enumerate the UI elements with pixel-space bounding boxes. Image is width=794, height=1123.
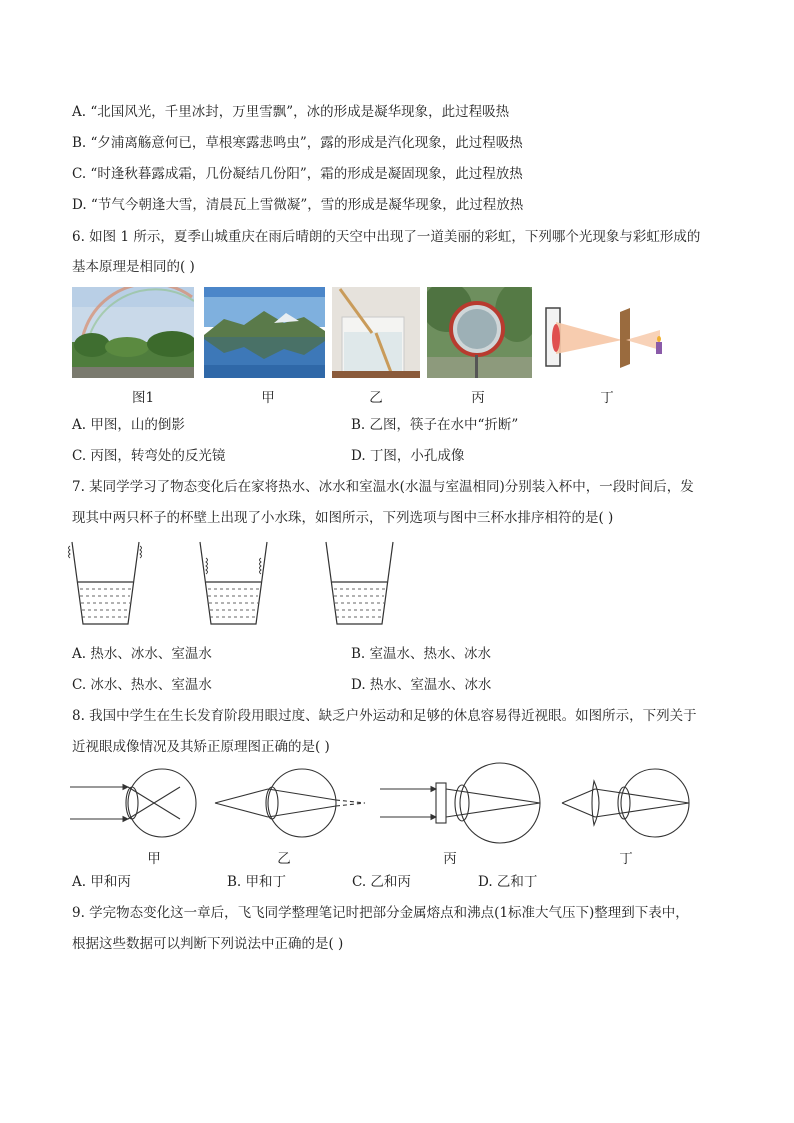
three-cups-diagram bbox=[70, 540, 410, 628]
q8-option-a: A. 甲和丙 bbox=[72, 874, 131, 890]
fig-jia-caption: 甲 bbox=[261, 390, 275, 406]
q7-stem-line1: 7. 某同学学习了物态变化后在家将热水、冰水和室温水(水温与室温相同)分别装入杯中，一段时间后，发 bbox=[72, 479, 694, 495]
q7-stem-line2: 现其中两只杯子的杯壁上出现了小水珠，如图所示，下列选项与图中三杯水排序相符的是( ) bbox=[72, 510, 614, 526]
q7-option-d: D. 热水、室温水、冰水 bbox=[351, 677, 492, 693]
lake-reflection-photo bbox=[204, 287, 325, 378]
chopstick-glass-photo bbox=[332, 287, 420, 378]
q6-stem-line2: 基本原理是相同的( ) bbox=[72, 259, 195, 275]
q7-option-a: A. 热水、冰水、室温水 bbox=[72, 646, 212, 662]
q9-stem-line1: 9. 学完物态变化这一章后，飞飞同学整理笔记时把部分金属熔点和沸点(1标准大气压下)整理到下表中， bbox=[72, 905, 689, 921]
fig-bing-caption: 丙 bbox=[471, 390, 485, 406]
q6-option-a: A. 甲图，山的倒影 bbox=[72, 417, 185, 433]
q8-caption-yi: 乙 bbox=[277, 851, 291, 867]
pinhole-diagram bbox=[542, 292, 668, 372]
rainbow-photo bbox=[72, 287, 194, 378]
q5-option-c: C. “时逢秋暮露成霜，几份凝结几份阳”，霜的形成是凝固现象，此过程放热 bbox=[72, 166, 523, 182]
fig1-caption: 图1 bbox=[131, 390, 155, 406]
q6-option-b: B. 乙图，筷子在水中“折断” bbox=[351, 417, 519, 433]
q6-option-c: C. 丙图，转弯处的反光镜 bbox=[72, 448, 226, 464]
q5-option-d: D. “节气今朝逢大雪，清晨瓦上雪微凝”，雪的形成是凝华现象，此过程放热 bbox=[72, 197, 524, 213]
convex-mirror-photo bbox=[427, 287, 532, 378]
q8-option-b: B. 甲和丁 bbox=[227, 874, 287, 890]
q8-stem-line1: 8. 我国中学生在生长发育阶段用眼过度、缺乏户外运动和足够的休息容易得近视眼。如图所示，下列关于 bbox=[72, 708, 697, 724]
q5-option-b: B. “夕浦离觞意何已，草根寒露悲鸣虫”，露的形成是汽化现象，此过程吸热 bbox=[72, 135, 523, 151]
q8-option-d: D. 乙和丁 bbox=[478, 874, 538, 890]
q8-stem-line2: 近视眼成像情况及其矫正原理图正确的是( ) bbox=[72, 739, 330, 755]
fig-ding-caption: 丁 bbox=[600, 390, 614, 406]
q8-caption-ding: 丁 bbox=[619, 851, 633, 867]
q7-option-c: C. 冰水、热水、室温水 bbox=[72, 677, 212, 693]
q7-option-b: B. 室温水、热水、冰水 bbox=[351, 646, 492, 662]
fig-yi-caption: 乙 bbox=[369, 390, 383, 406]
q6-stem-line1: 6. 如图 1 所示，夏季山城重庆在雨后晴朗的天空中出现了一道美丽的彩虹，下列哪个光现象与彩虹形成的 bbox=[72, 229, 701, 245]
q8-caption-jia: 甲 bbox=[147, 851, 161, 867]
q9-stem-line2: 根据这些数据可以判断下列说法中正确的是( ) bbox=[72, 936, 344, 952]
q8-option-c: C. 乙和丙 bbox=[352, 874, 411, 890]
q5-option-a: A. “北国风光，千里冰封，万里雪飘”，冰的形成是凝华现象，此过程吸热 bbox=[72, 104, 510, 120]
q8-caption-bing: 丙 bbox=[443, 851, 457, 867]
eye-diagrams bbox=[70, 763, 700, 843]
q6-option-d: D. 丁图，小孔成像 bbox=[351, 448, 465, 464]
